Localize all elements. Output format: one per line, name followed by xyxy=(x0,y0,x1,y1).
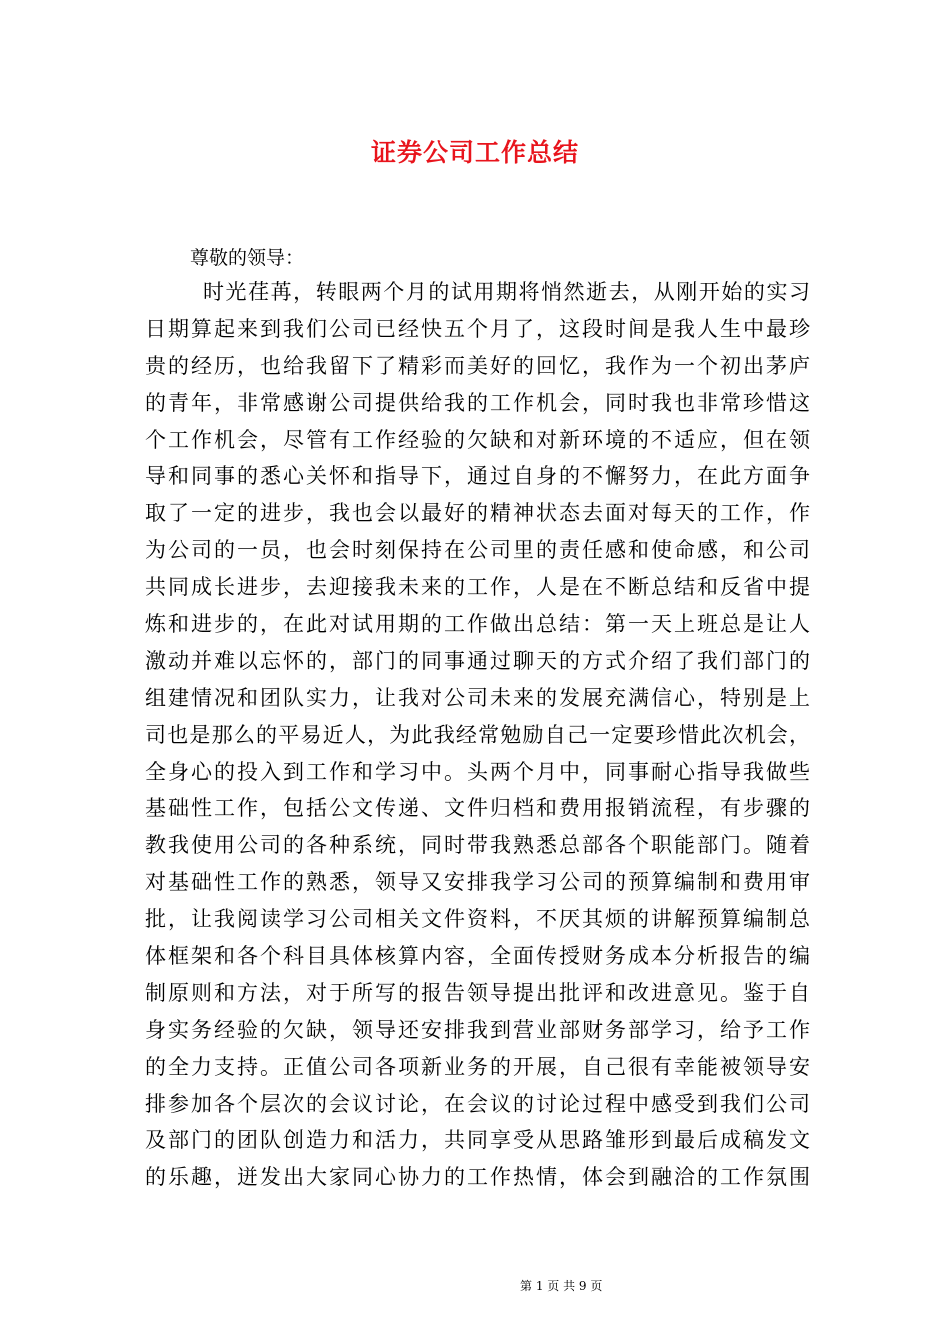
paragraph-line: 对基础性工作的熟悉，领导又安排我学习公司的预算编制和费用审 xyxy=(145,870,810,895)
paragraph-line: 组建情况和团队实力，让我对公司未来的发展充满信心，特别是上 xyxy=(145,685,810,710)
paragraph-line: 基础性工作，包括公文传递、文件归档和费用报销流程，有步骤的 xyxy=(145,796,810,821)
paragraph-line: 及部门的团队创造力和活力，共同享受从思路雏形到最后成稿发文 xyxy=(145,1128,810,1153)
paragraph-line: 贵的经历，也给我留下了精彩而美好的回忆，我作为一个初出茅庐 xyxy=(145,353,810,378)
paragraph-line: 司也是那么的平易近人，为此我经常勉励自己一定要珍惜此次机会， xyxy=(145,722,810,747)
paragraph-line: 身实务经验的欠缺，领导还安排我到营业部财务部学习，给予工作 xyxy=(145,1017,810,1042)
paragraph-line: 体框架和各个科目具体核算内容，全面传授财务成本分析报告的编 xyxy=(145,944,810,969)
paragraph-line: 导和同事的悉心关怀和指导下，通过自身的不懈努力，在此方面争 xyxy=(145,464,810,489)
body-paragraph xyxy=(145,274,810,1196)
paragraph-line: 炼和进步的，在此对试用期的工作做出总结：第一天上班总是让人 xyxy=(145,612,810,637)
document-title: 证券公司工作总结 xyxy=(370,138,579,167)
salutation: 尊敬的领导： xyxy=(190,247,305,269)
paragraph-line: 为公司的一员，也会时刻保持在公司里的责任感和使命感，和公司 xyxy=(145,538,810,563)
paragraph-line: 激动并难以忘怀的，部门的同事通过聊天的方式介绍了我们部门的 xyxy=(145,648,810,673)
paragraph-line: 全身心的投入到工作和学习中。头两个月中，同事耐心指导我做些 xyxy=(145,759,810,784)
paragraph-line: 制原则和方法，对于所写的报告领导提出批评和改进意见。鉴于自 xyxy=(145,980,810,1005)
paragraph-line: 时光荏苒，转眼两个月的试用期将悄然逝去，从刚开始的实习 xyxy=(203,280,810,304)
paragraph-line: 个工作机会，尽管有工作经验的欠缺和对新环境的不适应，但在领 xyxy=(145,427,810,452)
paragraph-line: 排参加各个层次的会议讨论，在会议的讨论过程中感受到我们公司 xyxy=(145,1091,810,1116)
paragraph-line: 的青年，非常感谢公司提供给我的工作机会，同时我也非常珍惜这 xyxy=(145,390,810,415)
page-number: 第 1 页 共 9 页 xyxy=(520,1279,603,1293)
paragraph-line: 共同成长进步，去迎接我未来的工作，人是在不断总结和反省中提 xyxy=(145,575,810,600)
paragraph-line: 取了一定的进步，我也会以最好的精神状态去面对每天的工作，作 xyxy=(145,501,810,526)
paragraph-line: 的乐趣，迸发出大家同心协力的工作热情，体会到融洽的工作氛围 xyxy=(145,1165,810,1190)
paragraph-line: 批，让我阅读学习公司相关文件资料，不厌其烦的讲解预算编制总 xyxy=(145,907,810,932)
paragraph-line: 日期算起来到我们公司已经快五个月了，这段时间是我人生中最珍 xyxy=(145,316,810,341)
paragraph-line: 教我使用公司的各种系统，同时带我熟悉总部各个职能部门。随着 xyxy=(145,833,810,858)
paragraph-line: 的全力支持。正值公司各项新业务的开展，自己很有幸能被领导安 xyxy=(145,1054,810,1079)
